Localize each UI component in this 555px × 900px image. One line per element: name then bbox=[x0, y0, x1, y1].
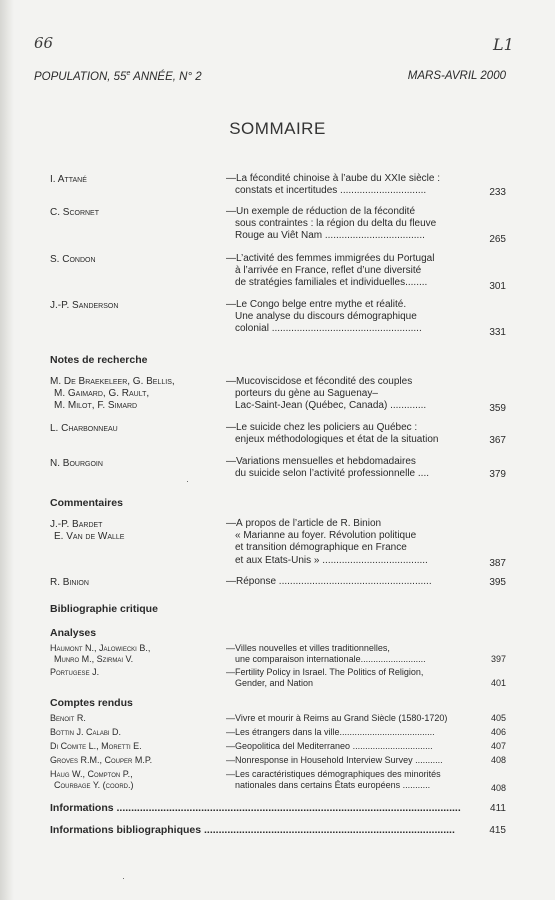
author-line: M. De Braekeleer, G. Bellis, bbox=[50, 376, 175, 387]
toc-author bbox=[50, 174, 220, 186]
toc-author bbox=[50, 769, 220, 791]
title-line: —Fertility Policy in Israel. The Politics of Religion, bbox=[226, 667, 424, 677]
page-title: SOMMAIRE bbox=[229, 119, 326, 138]
title-line: —À propos de l’article de R. Binion bbox=[226, 518, 382, 529]
author-line: Portugese J. bbox=[50, 667, 100, 677]
toc-title bbox=[226, 299, 478, 336]
toc-page-number: 367 bbox=[489, 435, 506, 446]
subsection-heading-comptes-rendus: Comptes rendus bbox=[50, 697, 133, 709]
toc-author bbox=[50, 741, 220, 752]
title-line: —La fécondité chinoise à l’aube du XXIe siècle : bbox=[226, 173, 441, 184]
handwritten-mark: L1 bbox=[493, 35, 514, 54]
title-line: —Un exemple de réduction de la fécondité bbox=[226, 206, 416, 217]
subsection-heading-analyses: Analyses bbox=[50, 627, 97, 639]
author-line: M. Gaimard, G. Rault, bbox=[54, 388, 150, 400]
toc-page-number: 415 bbox=[489, 825, 506, 836]
title-line: et transition démographique en France bbox=[235, 542, 407, 554]
journal-header-rest: ANNÉE, N° 2 bbox=[130, 70, 202, 83]
toc-author bbox=[50, 727, 220, 738]
title-line: colonial ...................................................... bbox=[235, 323, 422, 335]
title-line: Gender, and Nation bbox=[235, 678, 314, 688]
toc-title bbox=[226, 727, 478, 738]
title-line: —Les caractéristiques démographiques des minorités bbox=[226, 769, 441, 779]
author-line: I. Attané bbox=[50, 174, 87, 185]
toc-page-number: 379 bbox=[489, 469, 506, 480]
toc-title bbox=[226, 769, 478, 791]
toc-page-number: 408 bbox=[490, 755, 506, 765]
toc-page-number: 401 bbox=[490, 678, 506, 688]
title-line: enjeux méthodologiques et état de la situation bbox=[235, 434, 439, 446]
toc-title bbox=[226, 755, 478, 766]
toc-author bbox=[50, 207, 220, 219]
title-line: sous contraintes : la région du delta du fleuve bbox=[235, 218, 437, 230]
toc-title bbox=[226, 422, 478, 446]
toc-page-number: 411 bbox=[490, 803, 506, 814]
toc-title bbox=[226, 576, 478, 588]
toc-title bbox=[226, 643, 478, 665]
title-line: « Marianne au foyer. Révolution politique bbox=[235, 530, 417, 542]
toc-title bbox=[226, 518, 478, 567]
title-line: —Geopolitica del Mediterraneo ................................ bbox=[226, 741, 433, 751]
toc-title bbox=[226, 206, 478, 243]
author-line: S. Condon bbox=[50, 254, 96, 265]
title-line: —Vivre et mourir à Reims au Grand Siècle (1580-1720) bbox=[226, 713, 448, 723]
section-heading-bibliographie: Bibliographie critique bbox=[50, 603, 158, 615]
title-line: Lac-Saint-Jean (Québec, Canada) ............. bbox=[235, 400, 427, 412]
toc-page-number: 395 bbox=[489, 577, 506, 588]
author-line: L. Charbonneau bbox=[50, 423, 118, 434]
toc-author bbox=[50, 254, 220, 266]
toc-title bbox=[226, 667, 478, 689]
toc-page-number: 359 bbox=[489, 403, 506, 414]
title-line: de stratégies familiales et individuelles........ bbox=[235, 277, 428, 289]
toc-title bbox=[226, 456, 478, 480]
title-line: constats et incertitudes ............................... bbox=[235, 185, 427, 197]
toc-page-number: 233 bbox=[489, 187, 506, 198]
author-line: J.-P. Sanderson bbox=[50, 300, 119, 311]
author-line: C. Scornet bbox=[50, 207, 100, 218]
author-line: Munro M., Szirmai V. bbox=[54, 654, 134, 664]
title-line: porteurs du gène au Saguenay– bbox=[235, 388, 378, 400]
journal-header bbox=[34, 70, 202, 83]
author-line: Haug W., Compton P., bbox=[50, 769, 133, 779]
toc-title bbox=[226, 741, 478, 752]
title-line: —Réponse ....................................................... bbox=[226, 576, 432, 587]
toc-page-number: 397 bbox=[490, 654, 506, 664]
toc-page-number: 406 bbox=[490, 727, 506, 737]
toc-page-number: 331 bbox=[489, 327, 506, 338]
toc-author bbox=[50, 755, 220, 766]
toc-author bbox=[50, 577, 220, 589]
toc-title bbox=[226, 173, 478, 197]
title-line: —Le Congo belge entre mythe et réalité. bbox=[226, 299, 407, 310]
toc-page-number: 407 bbox=[490, 741, 506, 751]
author-line: E. Van de Walle bbox=[54, 531, 125, 543]
author-line: M. Milot, F. Simard bbox=[54, 400, 138, 412]
title-line: —Variations mensuelles et hebdomadaires bbox=[226, 456, 416, 467]
scan-speck: · bbox=[122, 873, 125, 883]
section-heading-notes: Notes de recherche bbox=[50, 354, 148, 366]
toc-title bbox=[226, 253, 478, 290]
toc-title bbox=[226, 713, 478, 724]
toc-page-number: 387 bbox=[489, 558, 506, 569]
author-line: Di Comite L., Moretti E. bbox=[50, 741, 142, 751]
toc-author bbox=[50, 300, 220, 312]
title-line: du suicide selon l’activité professionnelle .... bbox=[235, 468, 429, 480]
toc-informations-bibliographiques: Informations bibliographiques ...................................................................................... bbox=[50, 824, 455, 836]
toc-author bbox=[50, 713, 220, 724]
title-line: à l’arrivée en France, reflet d’une diversité bbox=[235, 265, 422, 277]
scan-speck: · bbox=[186, 476, 189, 486]
section-heading-commentaires: Commentaires bbox=[50, 497, 123, 509]
title-line: et aux États-Unis » ...................................... bbox=[235, 554, 428, 566]
title-line: —Le suicide chez les policiers au Québec : bbox=[226, 422, 418, 433]
title-line: Une analyse du discours démographique bbox=[235, 311, 417, 323]
toc-page-number: 405 bbox=[490, 713, 506, 723]
handwritten-page-number: 66 bbox=[34, 34, 54, 52]
toc-author bbox=[50, 458, 220, 470]
author-line: Bottin J. Calabi D. bbox=[50, 727, 122, 737]
author-line: Courbage Y. (coord.) bbox=[54, 780, 134, 790]
journal-header-sup: e bbox=[126, 70, 131, 77]
author-line: N. Bourgoin bbox=[50, 458, 103, 469]
toc-page-number: 265 bbox=[489, 234, 506, 245]
author-line: J.-P. Bardet bbox=[50, 519, 103, 530]
title-line: —Nonresponse in Household Interview Survey ........... bbox=[226, 755, 443, 765]
journal-header-main: POPULATION, 55 bbox=[34, 70, 127, 83]
title-line: une comparaison internationale.......................... bbox=[235, 654, 426, 664]
title-line: —L’activité des femmes immigrées du Portugal bbox=[226, 253, 435, 264]
toc-page-number: 301 bbox=[489, 281, 506, 292]
toc-author bbox=[50, 519, 220, 543]
toc-informations: Informations ...................................................................................................................... bbox=[50, 802, 461, 814]
toc-page-number: 408 bbox=[490, 783, 506, 793]
issue-date: MARS-AVRIL 2000 bbox=[407, 70, 506, 82]
title-line: —Les étrangers dans la ville...................................... bbox=[226, 727, 435, 737]
toc-author bbox=[50, 423, 220, 435]
title-line: Rouge au Viêt Nam .................................... bbox=[235, 230, 425, 242]
toc-author bbox=[50, 376, 220, 413]
author-line: Groves R.M., Couper M.P. bbox=[50, 755, 153, 765]
toc-author bbox=[50, 667, 220, 678]
author-line: Benoit R. bbox=[50, 713, 86, 723]
author-line: Haumont N., Jalowiecki B., bbox=[50, 643, 151, 653]
author-line: R. Binion bbox=[50, 577, 89, 588]
toc-author bbox=[50, 643, 220, 665]
title-line: —Villes nouvelles et villes traditionnelles, bbox=[226, 643, 390, 653]
toc-title bbox=[226, 376, 478, 413]
title-line: —Mucoviscidose et fécondité des couples bbox=[226, 376, 413, 387]
title-line: nationales dans certains États européens ........... bbox=[235, 780, 431, 790]
